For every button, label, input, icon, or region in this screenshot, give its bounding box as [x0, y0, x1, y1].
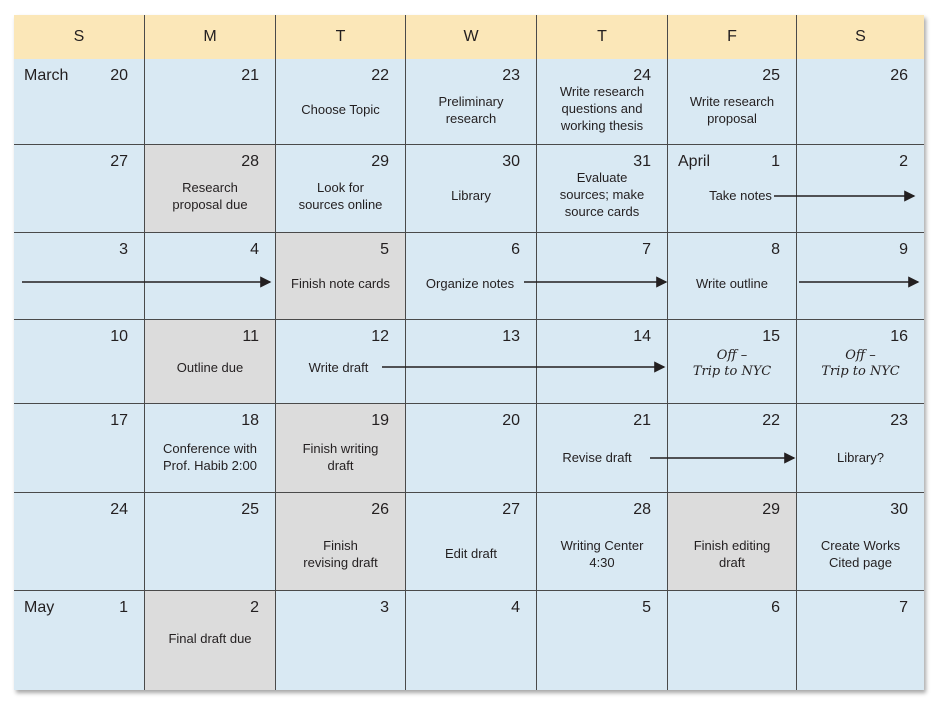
event-text: Look for sources online — [298, 180, 383, 212]
day-cell-week6-tuesday — [276, 493, 406, 591]
event-text: Preliminary research — [438, 94, 504, 126]
weekday-header-wednesday: W — [406, 15, 537, 59]
day-number: 10 — [110, 328, 128, 345]
weekday-header-row — [14, 15, 924, 59]
month-label: May — [24, 599, 55, 616]
day-number: 20 — [110, 67, 128, 84]
day-cell-week1-saturday — [797, 59, 924, 145]
day-number: 20 — [502, 412, 520, 429]
day-number: 18 — [241, 412, 259, 429]
day-cell-week3-saturday — [797, 233, 924, 320]
event-text: Finish writing draft — [302, 441, 379, 473]
event-text: Library? — [837, 450, 884, 465]
day-cell-week2-thursday — [537, 145, 668, 233]
day-number: 29 — [371, 153, 389, 170]
day-cell-week5-wednesday — [406, 404, 537, 493]
day-cell-week3-friday — [668, 233, 797, 320]
day-number: 26 — [890, 67, 908, 84]
day-cell-week1-monday — [145, 59, 276, 145]
day-cell-week3-thursday — [537, 233, 668, 320]
day-cell-week2-friday — [668, 145, 797, 233]
day-cell-week2-monday — [145, 145, 276, 233]
day-cell-week5-monday — [145, 404, 276, 493]
day-cell-week7-saturday — [797, 591, 924, 690]
day-cell-week6-thursday — [537, 493, 668, 591]
day-cell-week1-sunday — [14, 59, 145, 145]
day-cell-week5-friday — [668, 404, 797, 493]
weekday-header-thursday: T — [537, 15, 668, 59]
day-number: 1 — [119, 599, 128, 616]
day-cell-week6-saturday — [797, 493, 924, 591]
day-cell-week7-friday — [668, 591, 797, 690]
day-cell-week6-sunday — [14, 493, 145, 591]
event-text: Organize notes — [425, 276, 515, 291]
day-number: 22 — [371, 67, 389, 84]
day-cell-week3-monday — [145, 233, 276, 320]
day-cell-week6-monday — [145, 493, 276, 591]
day-cell-week3-tuesday — [276, 233, 406, 320]
day-number: 23 — [502, 67, 520, 84]
day-number: 13 — [502, 328, 520, 345]
event-text: Final draft due — [168, 631, 252, 646]
handwritten-note: Off – Trip to NYC — [692, 348, 772, 379]
day-number: 5 — [642, 599, 651, 616]
handwritten-note: Off – Trip to NYC — [821, 348, 900, 379]
day-number: 14 — [633, 328, 651, 345]
day-number: 29 — [762, 501, 780, 518]
day-number: 9 — [899, 241, 908, 258]
event-text: Take notes — [709, 188, 772, 203]
day-number: 7 — [642, 241, 651, 258]
day-number: 2 — [250, 599, 259, 616]
day-number: 22 — [762, 412, 780, 429]
weekday-header-tuesday: T — [276, 15, 406, 59]
day-cell-week3-wednesday — [406, 233, 537, 320]
day-cell-week4-wednesday — [406, 320, 537, 404]
weekday-header-saturday: S — [855, 28, 866, 45]
event-text: Revise draft — [562, 450, 632, 465]
day-cell-week7-monday — [145, 591, 276, 690]
day-number: 15 — [762, 328, 780, 345]
day-number: 31 — [633, 153, 651, 170]
day-number: 24 — [633, 67, 651, 84]
day-cell-week7-sunday — [14, 591, 145, 690]
event-text: Research proposal due — [172, 180, 248, 212]
event-text: Outline due — [176, 360, 244, 375]
day-number: 7 — [899, 599, 908, 616]
calendar-grid — [14, 15, 924, 690]
event-text: Write research proposal — [689, 94, 775, 126]
day-cell-week1-friday — [668, 59, 797, 145]
day-cell-week4-sunday — [14, 320, 145, 404]
event-text: Finish editing draft — [693, 538, 771, 570]
event-text: Write outline — [695, 276, 768, 291]
day-number: 6 — [771, 599, 780, 616]
day-cell-week1-tuesday — [276, 59, 406, 145]
event-text: Write research questions and working thesis — [559, 84, 645, 133]
day-cell-week2-wednesday — [406, 145, 537, 233]
day-number: 12 — [371, 328, 389, 345]
day-number: 30 — [502, 153, 520, 170]
day-number: 17 — [110, 412, 128, 429]
day-number: 24 — [110, 501, 128, 518]
event-text: Create Works Cited page — [820, 538, 901, 570]
day-number: 23 — [890, 412, 908, 429]
day-number: 19 — [371, 412, 389, 429]
event-text: Edit draft — [444, 546, 498, 561]
day-number: 5 — [380, 241, 389, 258]
day-number: 30 — [890, 501, 908, 518]
event-text: Library — [451, 188, 491, 203]
day-cell-week4-saturday — [797, 320, 924, 404]
day-cell-week5-saturday — [797, 404, 924, 493]
day-cell-week5-sunday — [14, 404, 145, 493]
day-cell-week5-tuesday — [276, 404, 406, 493]
day-cell-week4-tuesday — [276, 320, 406, 404]
month-label: March — [24, 67, 69, 84]
day-cell-week3-sunday — [14, 233, 145, 320]
day-cell-week7-wednesday — [406, 591, 537, 690]
event-text: Finish revising draft — [303, 538, 378, 570]
day-number: 25 — [241, 501, 259, 518]
event-text: Evaluate sources; make source cards — [559, 170, 645, 219]
day-number: 3 — [380, 599, 389, 616]
day-number: 16 — [890, 328, 908, 345]
day-cell-week6-friday — [668, 493, 797, 591]
day-number: 27 — [502, 501, 520, 518]
day-cell-week2-tuesday — [276, 145, 406, 233]
day-cell-week4-friday — [668, 320, 797, 404]
day-cell-week4-thursday — [537, 320, 668, 404]
weekday-header-monday: M — [145, 15, 276, 59]
day-cell-week4-monday — [145, 320, 276, 404]
day-number: 25 — [762, 67, 780, 84]
day-number: 2 — [899, 153, 908, 170]
day-cell-week1-thursday — [537, 59, 668, 145]
day-cell-week1-wednesday — [406, 59, 537, 145]
event-text: Write draft — [308, 360, 369, 375]
day-cell-week6-wednesday — [406, 493, 537, 591]
event-text: Conference with Prof. Habib 2:00 — [163, 441, 257, 473]
day-number: 6 — [511, 241, 520, 258]
day-cell-week7-tuesday — [276, 591, 406, 690]
day-number: 8 — [771, 241, 780, 258]
day-number: 1 — [771, 153, 780, 170]
event-text: Finish note cards — [291, 276, 390, 291]
day-cell-week5-thursday — [537, 404, 668, 493]
month-label: April — [678, 153, 711, 170]
day-number: 21 — [241, 67, 259, 84]
day-number: 21 — [633, 412, 651, 429]
day-cell-week2-saturday — [797, 145, 924, 233]
weekday-header-friday: F — [668, 15, 797, 59]
day-cell-week2-sunday — [14, 145, 145, 233]
day-cell-week7-thursday — [537, 591, 668, 690]
day-number: 28 — [241, 153, 259, 170]
day-number: 4 — [250, 241, 259, 258]
day-number: 4 — [511, 599, 520, 616]
weekday-header-sunday: S — [14, 15, 145, 59]
event-text: Choose Topic — [301, 102, 380, 117]
event-text: Writing Center 4:30 — [560, 538, 644, 570]
day-number: 26 — [371, 501, 389, 518]
day-number: 3 — [119, 241, 128, 258]
day-number: 28 — [633, 501, 651, 518]
day-number: 11 — [242, 328, 259, 345]
day-number: 27 — [110, 153, 128, 170]
